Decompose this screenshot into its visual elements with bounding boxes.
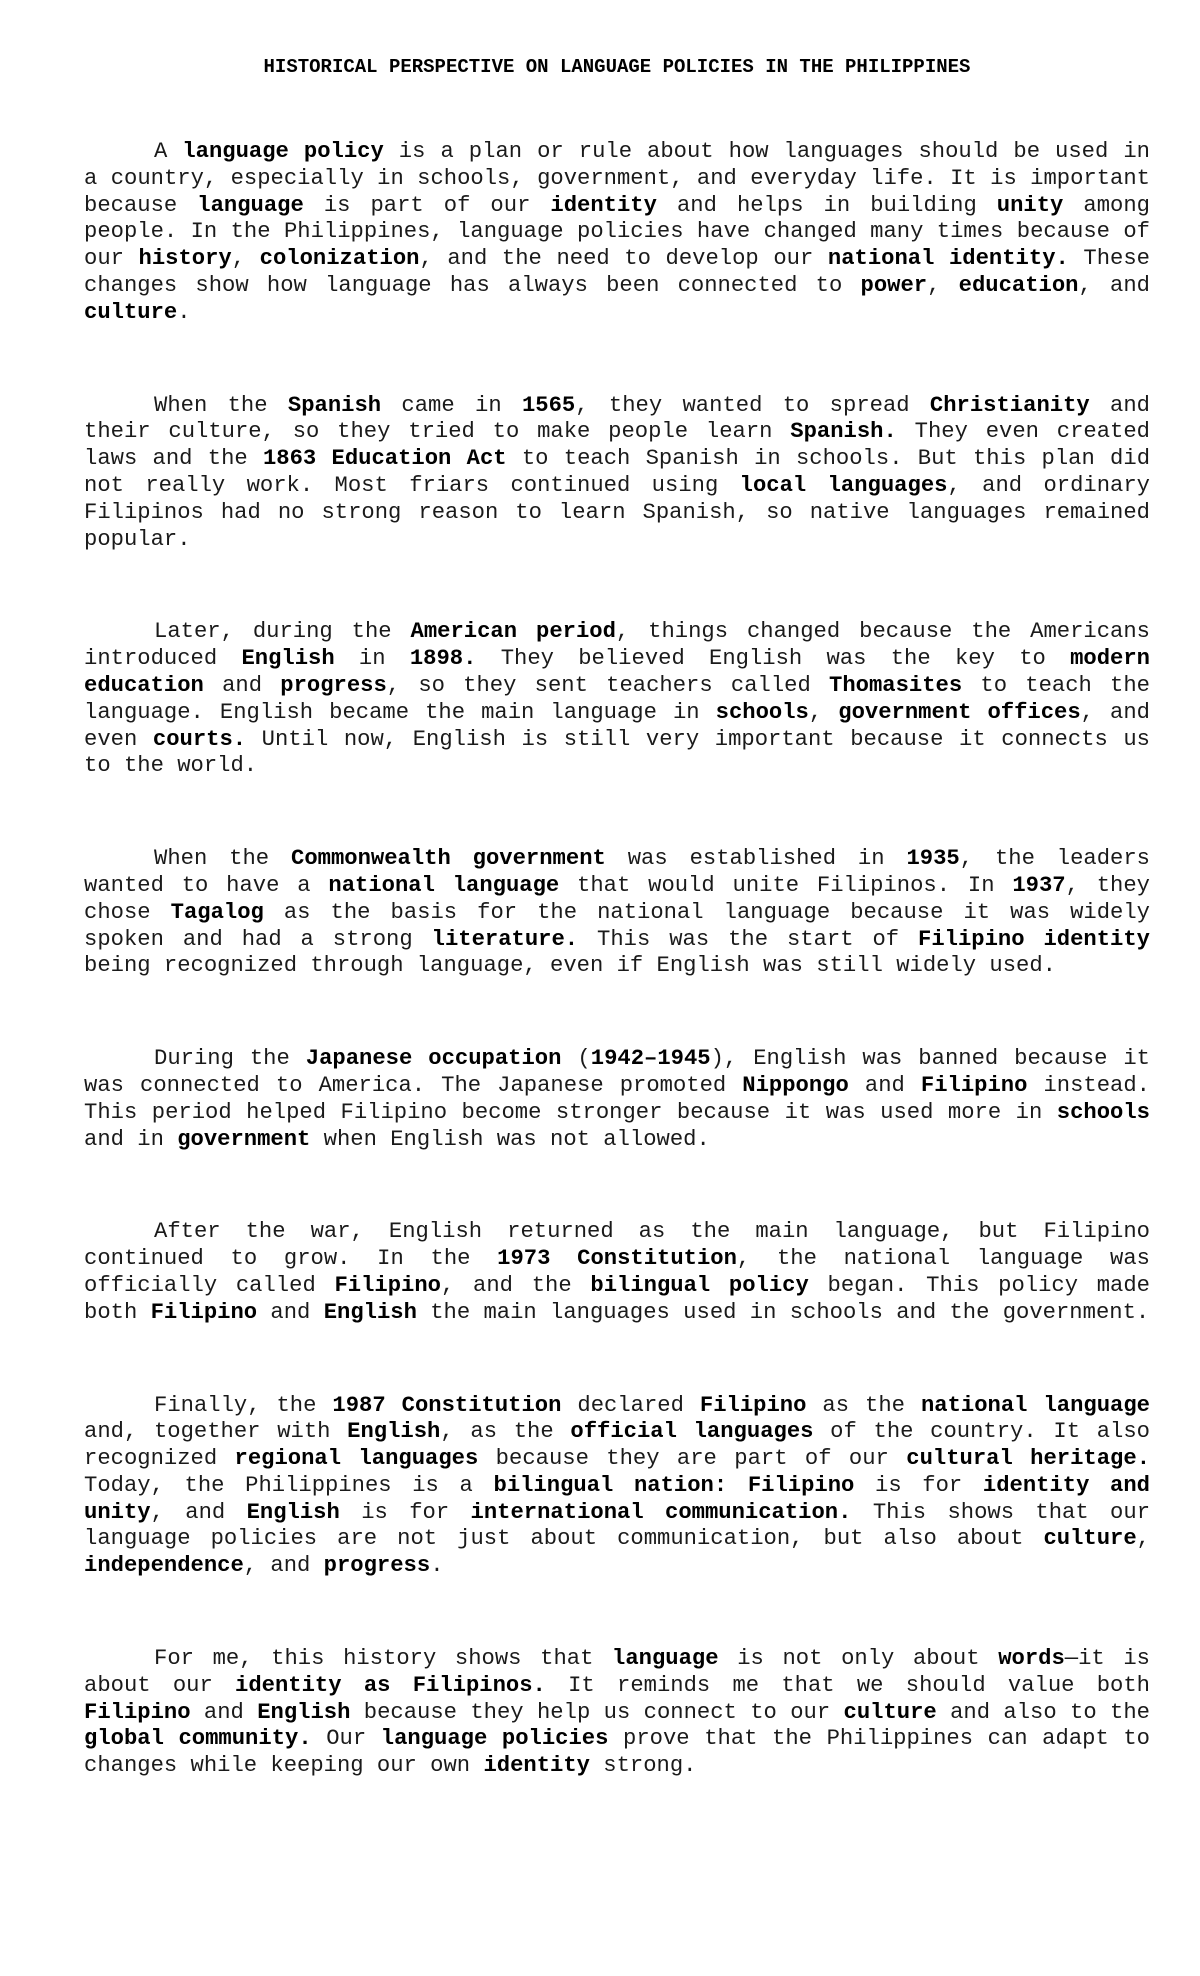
text-run: Later, during the [154, 619, 411, 645]
text-run: , [231, 246, 260, 272]
text-run: , and even [84, 699, 1150, 752]
text-run: After the war, English returned as the main language, but Filipino continued to grow. In the [84, 1219, 1150, 1272]
bold-term: cultural heritage. [906, 1446, 1151, 1472]
bold-term: independence [84, 1553, 244, 1579]
text-run: to teach Spanish in schools. But this plan did not really work. Most friars continued using [84, 446, 1151, 498]
bold-term: unity [996, 192, 1064, 218]
text-run: For me, this history shows that [154, 1646, 613, 1672]
text-run: to teach the language. English became the main language in [84, 672, 1150, 725]
document-title: HISTORICAL PERSPECTIVE ON LANGUAGE POLICIES IN THE PHILIPPINES [263, 56, 971, 78]
bold-term: national identity. [827, 246, 1069, 272]
bold-term: progress [323, 1553, 431, 1579]
paragraph [84, 1219, 1150, 1326]
bold-term: 1565 [521, 392, 576, 418]
bold-term: identity as Filipinos. [235, 1672, 546, 1698]
bold-term: Filipino [84, 1699, 191, 1725]
text-run: declared [561, 1392, 700, 1418]
bold-term: colonization [259, 246, 420, 272]
bold-term: 1935 [906, 846, 960, 872]
bold-term: identity [550, 192, 657, 218]
text-run: is a plan or rule about how languages should be used in a country, especially in schools, government, and everyday life. It is important because [84, 139, 1150, 218]
text-run: , they wanted to spread [575, 392, 930, 418]
bold-term: courts. [152, 726, 247, 752]
text-run: ( [561, 1046, 591, 1072]
bold-term: 1987 Constitution [332, 1392, 562, 1418]
document-body [84, 139, 1150, 1780]
text-run: and, together with [84, 1419, 348, 1445]
text-run: They believed English was the key to [476, 646, 1071, 672]
bold-term: Filipino [150, 1299, 258, 1325]
text-run: This shows that our language policies are not just about communication, but also about [84, 1499, 1151, 1552]
text-run: Today, the Philippines is a [84, 1472, 494, 1498]
bold-term: Tagalog [170, 899, 264, 925]
bold-term: schools [715, 699, 809, 725]
bold-term: Filipino [699, 1392, 807, 1418]
text-run: , the national language was officially called [84, 1246, 1150, 1298]
text-run: when English was not allowed. [310, 1126, 710, 1152]
text-run: When the [154, 846, 291, 872]
text-run: and their culture, so they tried to make people learn [84, 392, 1150, 445]
bold-term: international communication. [470, 1499, 852, 1525]
text-run: the main languages used in schools and the government. [416, 1299, 1150, 1325]
paragraph [84, 619, 1150, 780]
bold-term: modern education [84, 646, 1150, 698]
text-run: , and ordinary Filipinos had no strong reason to learn Spanish, so native languages remained popular. [84, 472, 1150, 552]
bold-term: local languages [739, 472, 948, 498]
text-run: of the country. It also recognized [84, 1419, 1150, 1472]
text-run: instead. This period helped Filipino become stronger because it was used more in [84, 1072, 1150, 1125]
text-run: as the basis for the national language because it was widely spoken and had a strong [84, 899, 1151, 952]
bold-term: Spanish. [790, 419, 897, 445]
bold-term: English [347, 1419, 441, 1445]
bold-term: Thomasites [829, 672, 963, 698]
text-run: and [190, 1699, 258, 1725]
bold-term: Spanish [287, 392, 382, 418]
bold-term: words [998, 1646, 1065, 1672]
text-run: They even created laws and the [84, 419, 1150, 472]
text-run: because they help us connect to our [350, 1699, 844, 1725]
bold-term: English [241, 646, 335, 672]
bold-term: official languages [570, 1419, 814, 1445]
bold-term: culture [84, 299, 178, 325]
text-run: , and the need to develop our [419, 246, 828, 272]
text-run: is part of our [303, 192, 551, 218]
bold-term: 1863 Education Act [262, 446, 507, 472]
bold-term: 1937 [1012, 872, 1066, 898]
text-run: that would unite Filipinos. In [559, 872, 1013, 898]
text-run: began. This policy made both [84, 1272, 1150, 1325]
text-run: . [177, 299, 191, 325]
bold-term: language policies [380, 1726, 609, 1752]
bold-term: progress [280, 672, 387, 698]
bold-term: schools [1056, 1099, 1150, 1125]
text-run: and [257, 1299, 324, 1325]
text-run: This was the start of [578, 926, 919, 952]
bold-term: language [612, 1646, 719, 1672]
bold-term: national language [920, 1392, 1150, 1418]
text-run: , and [150, 1499, 247, 1525]
text-run: When the [154, 392, 288, 418]
bold-term: Japanese occupation [305, 1046, 562, 1072]
text-run: because they are part of our [478, 1446, 907, 1472]
text-run: as the [806, 1392, 921, 1418]
text-run: among people. In the Philippines, language policies have changed many times because of our [84, 192, 1150, 272]
bold-term: bilingual policy [590, 1272, 809, 1298]
text-run: strong. [589, 1753, 697, 1779]
text-run: and helps in building [656, 192, 997, 218]
bold-term: identity and unity [84, 1472, 1151, 1525]
text-run: During the [154, 1046, 306, 1072]
bold-term: culture [843, 1699, 937, 1725]
text-run: It reminds me that we should value both [545, 1672, 1150, 1698]
text-run: is not only about [718, 1646, 999, 1672]
bold-term: literature. [431, 926, 579, 952]
bold-term: history [138, 246, 232, 272]
text-run: , and [243, 1553, 324, 1579]
bold-term: Filipino identity [918, 926, 1150, 952]
bold-term: 1942–1945 [590, 1046, 711, 1072]
text-run: being recognized through language, even if English was still widely used. [84, 953, 1056, 979]
bold-term: education [958, 272, 1079, 298]
text-run: , [927, 272, 959, 298]
text-run: is for [854, 1472, 983, 1498]
text-run: ), English was banned because it was connected to America. The Japanese promoted [84, 1046, 1150, 1098]
bold-term: national language [328, 872, 560, 898]
bold-term: identity [483, 1753, 590, 1779]
bold-term: Christianity [929, 392, 1090, 418]
bold-term: bilingual nation: Filipino [493, 1472, 855, 1498]
text-run: , and [1078, 272, 1150, 298]
text-run: , they chose [84, 872, 1150, 925]
bold-term: government offices [838, 699, 1081, 725]
text-run: —it is about our [84, 1646, 1150, 1698]
text-run: , [1136, 1526, 1150, 1552]
text-run: and in [84, 1126, 178, 1152]
bold-term: 1973 Constitution [497, 1246, 737, 1272]
text-run: was established in [605, 846, 907, 872]
text-run: in [334, 646, 410, 672]
text-run: is for [339, 1499, 471, 1525]
bold-term: Commonwealth government [291, 846, 606, 872]
text-run: A [154, 139, 183, 164]
bold-term: Nippongo [742, 1072, 849, 1098]
bold-term: language [197, 192, 304, 218]
text-run: Until now, English is still very important because it connects us to the world. [84, 726, 1150, 779]
text-run: These changes show how language has always been connected to [84, 246, 1150, 298]
bold-term: American period [410, 619, 616, 645]
bold-term: English [246, 1499, 340, 1525]
text-run: , [808, 699, 839, 725]
bold-term: culture [1043, 1526, 1137, 1552]
text-run: . [430, 1553, 444, 1579]
paragraph [84, 1046, 1150, 1153]
paragraph [84, 846, 1150, 980]
paragraph [84, 1393, 1150, 1581]
text-run: , as the [440, 1419, 571, 1445]
text-run: prove that the Philippines can adapt to changes while keeping our own [84, 1726, 1150, 1779]
text-run: , so they sent teachers called [386, 672, 830, 698]
bold-term: English [257, 1699, 351, 1725]
bold-term: 1898. [409, 646, 477, 672]
text-run: Finally, the [154, 1392, 333, 1418]
bold-term: regional languages [234, 1446, 479, 1472]
text-run: and also to the [936, 1699, 1150, 1725]
bold-term: global community. [84, 1726, 312, 1752]
text-run: and [203, 672, 281, 698]
bold-term: power [860, 272, 928, 298]
bold-term: language policy [182, 139, 384, 164]
text-run: , and the [441, 1272, 591, 1298]
paragraph [84, 1646, 1150, 1780]
text-run: Our [311, 1726, 381, 1752]
bold-term: English [323, 1299, 417, 1325]
text-run: , things changed because the Americans introduced [84, 619, 1150, 672]
bold-term: Filipino [920, 1072, 1028, 1098]
document-page [84, 54, 1150, 1846]
text-run: , the leaders wanted to have a [84, 846, 1150, 898]
text-run: came in [381, 392, 522, 418]
bold-term: government [177, 1126, 311, 1152]
paragraph [84, 139, 1150, 327]
text-run: and [848, 1072, 921, 1098]
paragraph [84, 393, 1150, 554]
bold-term: Filipino [334, 1272, 442, 1298]
